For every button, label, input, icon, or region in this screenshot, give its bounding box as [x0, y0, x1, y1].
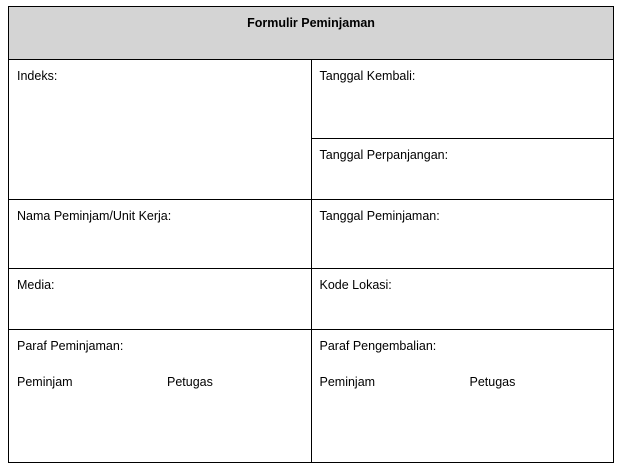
signature-peminjam-label: Peminjam — [17, 375, 73, 390]
cell-media[interactable] — [9, 269, 312, 330]
signature-row-pengembalian — [320, 374, 606, 390]
cell-kode-lokasi[interactable] — [311, 269, 614, 330]
tanggal-perpanjangan-label: Tanggal Perpanjangan: — [319, 148, 449, 162]
tanggal-kembali-label: Tanggal Kembali: — [319, 69, 416, 83]
kode-lokasi-label: Kode Lokasi: — [319, 278, 392, 292]
media-label: Media: — [17, 278, 55, 292]
cell-paraf-pengembalian[interactable] — [311, 330, 614, 463]
table-row — [9, 200, 614, 269]
table-row — [9, 269, 614, 330]
signature-row-peminjaman — [17, 374, 303, 390]
cell-nama-peminjam[interactable] — [9, 200, 312, 269]
indeks-label: Indeks: — [17, 69, 58, 83]
cell-paraf-peminjaman[interactable] — [9, 330, 312, 463]
signature-petugas-label: Petugas — [469, 375, 516, 390]
nama-peminjam-label: Nama Peminjam/Unit Kerja: — [17, 209, 172, 223]
paraf-pengembalian-label: Paraf Pengembalian: — [319, 339, 437, 353]
loan-form-table — [8, 6, 614, 463]
tanggal-peminjaman-label: Tanggal Peminjaman: — [319, 209, 440, 223]
cell-tanggal-peminjaman[interactable] — [311, 200, 614, 269]
cell-tanggal-perpanjangan[interactable] — [311, 139, 614, 200]
signature-petugas-label: Petugas — [167, 375, 213, 390]
form-title: Formulir Peminjaman — [9, 7, 614, 60]
cell-tanggal-kembali[interactable] — [311, 60, 614, 139]
cell-indeks[interactable] — [9, 60, 312, 200]
paraf-peminjaman-label: Paraf Peminjaman: — [17, 339, 124, 353]
table-row — [9, 60, 614, 139]
table-row — [9, 330, 614, 463]
signature-peminjam-label: Peminjam — [319, 375, 376, 390]
table-row-title — [9, 7, 614, 60]
